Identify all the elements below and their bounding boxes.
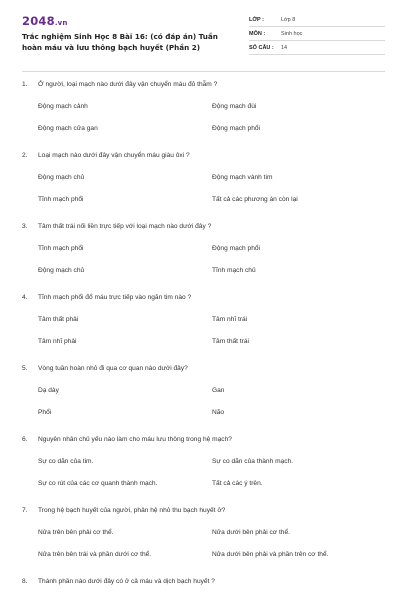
question-number: 5. [22,365,28,372]
option-a[interactable]: Động mạch chủ [38,174,85,181]
option-c[interactable]: Động mạch cửa gan [38,125,98,132]
option-b[interactable]: Động mạch vành tim [212,174,273,181]
question-number: 3. [22,223,28,230]
option-d[interactable]: Tĩnh mạch chủ [212,267,256,274]
option-c[interactable]: Động mạch chủ [38,267,85,274]
option-d[interactable]: Tất cả các phương án còn lại [212,196,298,203]
logo-main: 2048 [22,14,55,28]
question-text: Tĩnh mạch phổi đổ máu trực tiếp vào ngăn tim nào ? [38,294,192,301]
option-c[interactable]: Nửa trên bên trái và phần dưới cơ thể. [38,551,152,558]
question-text: Nguyên nhân chủ yếu nào làm cho máu lưu thông trong hệ mạch? [38,436,232,443]
site-logo[interactable] [22,14,68,28]
question-number: 2. [22,152,28,159]
option-d[interactable]: Tất cả các ý trên. [212,480,263,487]
option-c[interactable]: Phổi [38,409,52,416]
option-d[interactable]: Tâm thất trái [212,338,250,345]
info-row-grade [249,13,385,27]
question-text: Trong hệ bạch huyết của người, phân hệ nhỏ thu bạch huyết ở? [38,507,226,514]
logo-suffix: .vn [54,19,68,27]
option-d[interactable]: Động mạch phổi [212,125,261,132]
info-value: Sinh học [281,27,385,41]
info-row-count [249,41,385,55]
option-d[interactable]: Nửa dưới bên phải và phần trên cơ thể. [212,551,329,558]
option-d[interactable]: Não [212,409,225,416]
option-b[interactable]: Gan [212,387,225,394]
option-a[interactable]: Nửa trên bên phải cơ thể. [38,529,114,536]
option-b[interactable]: Động mạch phổi [212,245,261,252]
option-b[interactable]: Động mạch đùi [212,103,257,110]
question-text: Thành phần nào dưới đây có ở cả máu và dịch bạch huyết ? [38,578,215,585]
question-number: 6. [22,436,28,443]
question-text: Vòng tuần hoàn nhỏ đi qua cơ quan nào dưới đây? [38,365,188,372]
question-number: 8. [22,578,28,585]
question-text: Tâm thất trái nối liền trực tiếp với loại mạch nào dưới đây ? [38,223,212,230]
header [0,0,400,68]
info-label: SỐ CÂU : [249,41,281,55]
option-b[interactable]: Tâm nhĩ trái [212,316,248,323]
option-a[interactable]: Động mạch cảnh [38,103,88,110]
info-value: Lớp 8 [281,13,385,27]
info-label: LỚP : [249,13,281,27]
question-text: Loại mạch nào dưới đây vận chuyển máu giàu ôxi ? [38,152,190,159]
info-label: MÔN : [249,27,281,41]
question-number: 4. [22,294,28,301]
option-c[interactable]: Tĩnh mạch phổi [38,196,84,203]
option-c[interactable]: Tâm nhĩ phải [38,338,77,345]
header-divider [22,71,385,72]
info-table [249,13,385,55]
worksheet-title: Trắc nghiệm Sinh Học 8 Bài 16: (có đáp án) Tuần hoàn máu và lưu thông bạch huyết (Phần 2) [22,32,218,52]
question-text: Ở người, loại mạch nào dưới đây vận chuyển máu đỏ thẫm ? [38,81,218,88]
option-c[interactable]: Sự co rút của các cơ quanh thành mạch. [38,480,158,487]
question-number: 7. [22,507,28,514]
question-number: 1. [22,81,28,88]
option-b[interactable]: Sự co dãn của thành mạch. [212,458,294,465]
info-value: 14 [281,41,385,55]
option-a[interactable]: Tâm thất phải [38,316,79,323]
option-a[interactable]: Dạ dày [38,387,59,394]
option-a[interactable]: Sự co dãn của tim. [38,458,94,465]
info-row-subject [249,27,385,41]
option-b[interactable]: Nửa dưới bên phải cơ thể. [212,529,290,536]
option-a[interactable]: Tĩnh mạch phổi [38,245,84,252]
